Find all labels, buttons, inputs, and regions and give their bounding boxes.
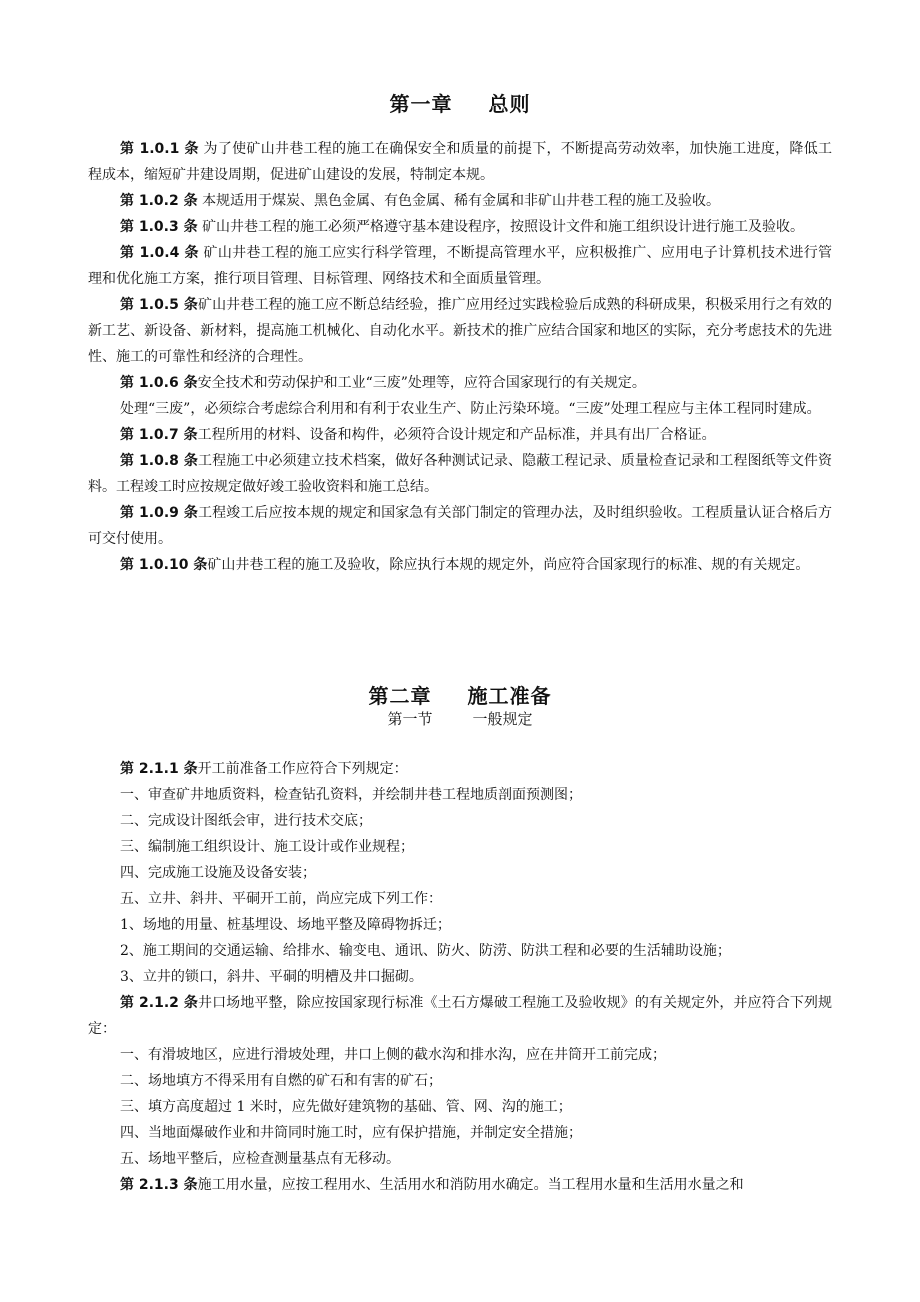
list-item (88, 834, 832, 860)
article-text: 安全技术和劳动保护和工业“三废”处理等，应符合国家现行的有关规定。 (197, 375, 646, 391)
article-number: 第 1.0.4 条 (120, 245, 199, 261)
list-item-text: 二、场地填方不得采用有自燃的矿石和有害的矿石； (120, 1073, 442, 1089)
list-item (88, 964, 832, 990)
list-item (88, 1146, 832, 1172)
list-item-text: 一、审查矿井地质资料，检查钻孔资料，并绘制井巷工程地质剖面预测图； (120, 787, 582, 803)
article-1-0-7 (88, 422, 832, 448)
chapter-1-body (88, 136, 832, 578)
article-2-1-1 (88, 756, 832, 782)
chapter-2-body (88, 756, 832, 1198)
list-item-text: 三、填方高度超过 1 米时，应先做好建筑物的基础、管、网、沟的施工； (120, 1099, 572, 1115)
article-number: 第 1.0.8 条 (120, 453, 198, 469)
article-1-0-6-continuation (88, 396, 832, 422)
article-2-1-3 (88, 1172, 832, 1198)
article-number: 第 1.0.9 条 (120, 505, 198, 521)
article-number: 第 1.0.1 条 (120, 141, 199, 157)
list-item-text: 1、场地的用量、桩基埋设、场地平整及障碍物拆迁； (120, 917, 451, 933)
list-item (88, 860, 832, 886)
section-name: 一般规定 (472, 710, 533, 728)
list-item-text: 一、有滑坡地区，应进行滑坡处理，井口上侧的截水沟和排水沟，应在井筒开工前完成； (120, 1047, 666, 1063)
list-item-text: 3、立井的锁口，斜井、平硐的明槽及井口掘砌。 (120, 969, 423, 985)
article-text: 矿山井巷工程的施工必须严格遵守基本建设程序，按照设计文件和施工组织设计进行施工及验收。 (202, 219, 805, 235)
article-text: 井口场地平整，除应按国家现行标准《土石方爆破工程施工及验收规》的有关规定外，并应符合下列规定： (88, 995, 833, 1037)
chapter-1-label: 第一章 (389, 92, 453, 116)
article-1-0-3 (88, 214, 832, 240)
list-item-text: 五、立井、斜井、平硐开工前，尚应完成下列工作： (120, 891, 442, 907)
list-item (88, 886, 832, 912)
list-item-text: 四、当地面爆破作业和井筒同时施工时，应有保护措施，并制定安全措施； (120, 1125, 582, 1141)
list-item-text: 二、完成设计图纸会审，进行技术交底； (120, 813, 372, 829)
article-text: 开工前准备工作应符合下列规定： (197, 761, 408, 777)
list-item (88, 808, 832, 834)
list-item-text: 五、场地平整后，应检查测量基点有无移动。 (120, 1151, 400, 1167)
article-text: 工程竣工后应按本规的规定和国家急有关部门制定的管理办法，及时组织验收。工程质量认证合格后方可交付使用。 (88, 505, 833, 547)
list-item-text: 三、编制施工组织设计、施工设计或作业规程； (120, 839, 414, 855)
article-text: 施工用水量，应按工程用水、生活用水和消防用水确定。当工程用水量和生活用水量之和 (197, 1177, 744, 1193)
article-number: 第 2.1.2 条 (120, 995, 198, 1011)
article-1-0-6 (88, 370, 832, 396)
article-number: 第 1.0.2 条 (120, 193, 198, 209)
article-1-0-8 (88, 448, 832, 500)
article-text: 本规适用于煤炭、黑色金属、有色金属、稀有金属和非矿山井巷工程的施工及验收。 (202, 193, 721, 209)
article-1-0-10 (88, 552, 832, 578)
list-item (88, 1120, 832, 1146)
article-number: 第 1.0.6 条 (120, 375, 198, 391)
chapter-1-name: 总则 (488, 92, 531, 116)
article-1-0-1 (88, 136, 832, 188)
list-item-text: 2、施工期间的交通运输、给排水、输变电、通讯、防火、防涝、防洪工程和必要的生活辅助设施； (120, 943, 731, 959)
article-number: 第 1.0.10 条 (120, 557, 208, 573)
article-number: 第 2.1.3 条 (120, 1177, 198, 1193)
chapter-2-name: 施工准备 (467, 684, 552, 708)
article-1-0-2 (88, 188, 832, 214)
section-label: 第一节 (387, 710, 433, 728)
article-number: 第 2.1.1 条 (120, 761, 198, 777)
article-text: 矿山井巷工程的施工应不断总结经验，推广应用经过实践检验后成熟的科研成果，积极采用行之有效的新工艺、新设备、新材料，提高施工机械化、自动化水平。新技术的推广应结合国家和地区的实际，充分考虑技术的先进性、施工的可靠性和经济的合理性。 (88, 297, 833, 365)
chapter-2-label: 第二章 (368, 684, 432, 708)
article-2-1-2 (88, 990, 832, 1042)
article-1-0-9 (88, 500, 832, 552)
article-text: 工程施工中必须建立技术档案，做好各种测试记录、隐蔽工程记录、质量检查记录和工程图纸等文件资料。工程竣工时应按规定做好竣工验收资料和施工总结。 (88, 453, 833, 495)
article-text: 矿山井巷工程的施工及验收，除应执行本规的规定外，尚应符合国家现行的标准、规的有关规定。 (207, 557, 810, 573)
article-number: 第 1.0.7 条 (120, 427, 198, 443)
article-text: 工程所用的材料、设备和构件，必须符合设计规定和产品标准，并具有出厂合格证。 (197, 427, 716, 443)
chapter-2-title (0, 680, 920, 709)
list-item (88, 912, 832, 938)
list-item (88, 938, 832, 964)
article-number: 第 1.0.5 条 (120, 297, 198, 313)
article-number: 第 1.0.3 条 (120, 219, 198, 235)
article-1-0-5 (88, 292, 832, 370)
article-text: 为了使矿山井巷工程的施工在确保安全和质量的前提下，不断提高劳动效率，加快施工进度，降低工程成本，缩短矿井建设周期，促进矿山建设的发展，特制定本规。 (88, 141, 833, 183)
list-item (88, 1042, 832, 1068)
article-text: 处理“三废”，必须综合考虑综合利用和有利于农业生产、防止污染环境。“三废”处理工程应与主体工程同时建成。 (120, 401, 821, 417)
list-item-text: 四、完成施工设施及设备安装； (120, 865, 316, 881)
section-1-title (0, 708, 920, 729)
list-item (88, 1068, 832, 1094)
list-item (88, 1094, 832, 1120)
article-text: 矿山井巷工程的施工应实行科学管理，不断提高管理水平，应积极推广、应用电子计算机技术进行管理和优化施工方案，推行项目管理、目标管理、网络技术和全面质量管理。 (88, 245, 833, 287)
list-item (88, 782, 832, 808)
article-1-0-4 (88, 240, 832, 292)
chapter-1-title (0, 88, 920, 117)
